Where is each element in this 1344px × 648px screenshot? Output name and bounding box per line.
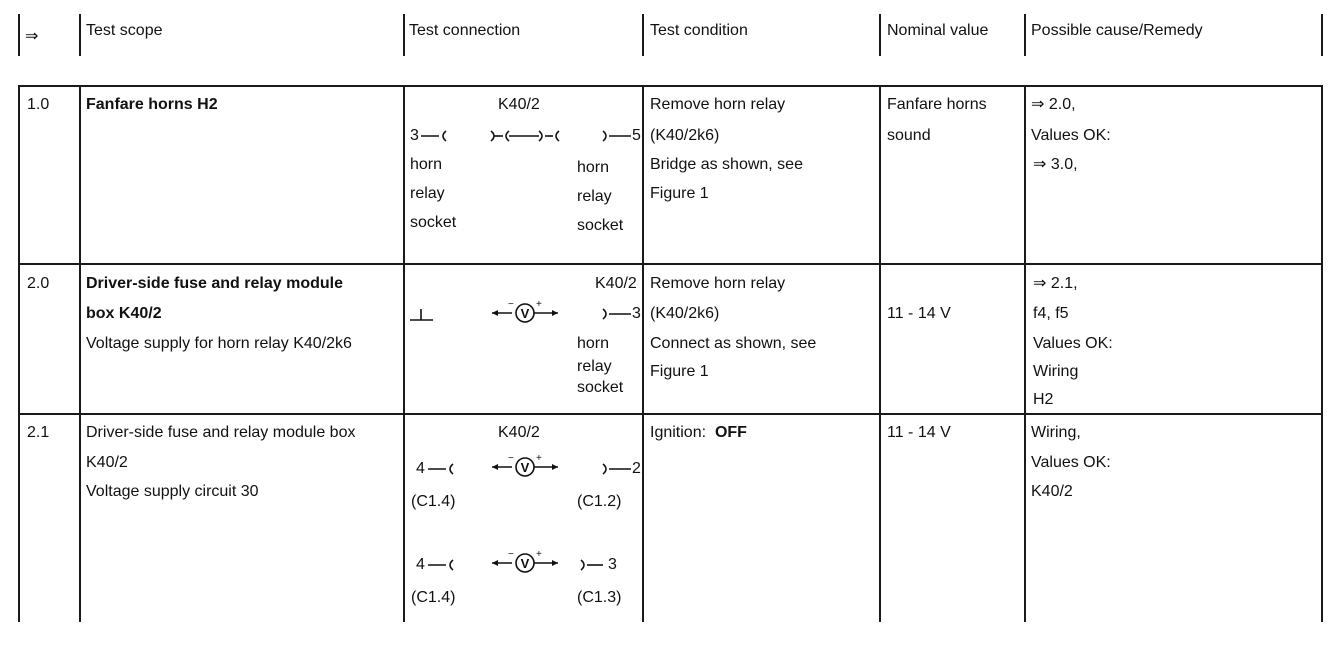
row-divider-1 — [18, 263, 1323, 265]
condition-line-4: Figure 1 — [650, 363, 709, 380]
a-right-desc: (C1.2) — [577, 493, 622, 510]
connection-label: K40/2 — [595, 275, 637, 292]
left-pin: 3 — [410, 127, 419, 144]
header-divider-5 — [1024, 14, 1026, 56]
condition-line-1: Remove horn relay — [650, 275, 786, 292]
test-scope-line-1: Driver-side fuse and relay module box — [86, 424, 356, 441]
header-border-right — [1321, 14, 1323, 56]
a-left-pin: 4 — [416, 460, 425, 477]
left-desc-3: socket — [410, 214, 457, 231]
body-border-right — [1321, 85, 1323, 622]
ground-icon — [409, 306, 435, 322]
svg-text:−: − — [508, 299, 514, 310]
left-desc-1: horn — [410, 156, 443, 173]
svg-text:+: + — [536, 549, 542, 560]
condition-line — [650, 423, 747, 443]
remedy-line-1: ⇒ 2.1, — [1033, 275, 1078, 292]
right-desc-2: relay — [577, 358, 612, 375]
header-arrow: ⇒ — [25, 28, 39, 45]
test-scope-line-3: Voltage supply circuit 30 — [86, 483, 259, 500]
voltmeter-label: V — [520, 556, 530, 571]
header-test-condition: Test condition — [650, 22, 748, 39]
remedy-line-2: f4, f5 — [1033, 305, 1069, 322]
socket-right-icon — [577, 557, 611, 573]
header-border-left — [18, 14, 20, 56]
b-right-pin: 3 — [608, 556, 617, 573]
header-divider-3 — [642, 14, 644, 56]
voltmeter-icon — [490, 453, 560, 479]
header-divider-4 — [879, 14, 881, 56]
test-scope-text: Voltage supply for horn relay K40/2k6 — [86, 335, 352, 352]
row-divider-2 — [18, 413, 1323, 415]
condition-prefix: Ignition: — [650, 424, 707, 441]
socket-right-icon — [599, 128, 633, 144]
header-nominal-value: Nominal value — [887, 22, 989, 39]
remedy-line-3: ⇒ 3.0, — [1033, 156, 1078, 173]
remedy-line-2: Values OK: — [1031, 454, 1111, 471]
connection-label: K40/2 — [498, 96, 540, 113]
test-scope-title-1: Driver-side fuse and relay module — [86, 275, 343, 292]
b-left-pin: 4 — [416, 556, 425, 573]
header-divider-1 — [79, 14, 81, 56]
test-scope-title-2: box K40/2 — [86, 305, 162, 322]
socket-left-icon — [421, 128, 451, 144]
body-divider-2 — [403, 85, 405, 622]
remedy-line-1: ⇒ 2.0, — [1031, 96, 1076, 113]
a-right-pin: 2 — [632, 460, 641, 477]
right-desc-1: horn — [577, 335, 610, 352]
nominal-line-2: sound — [887, 127, 931, 144]
bridge-icon — [489, 128, 561, 144]
socket-right-icon — [599, 306, 633, 322]
right-pin: 5 — [632, 127, 641, 144]
voltmeter-icon — [490, 299, 560, 325]
right-desc-3: socket — [577, 217, 624, 234]
right-desc-2: relay — [577, 188, 612, 205]
test-scope-line-2: K40/2 — [86, 454, 128, 471]
right-pin: 3 — [632, 305, 641, 322]
a-left-desc: (C1.4) — [411, 493, 456, 510]
voltmeter-label: V — [520, 460, 530, 475]
remedy-line-5: H2 — [1033, 391, 1054, 408]
condition-line-1: Remove horn relay — [650, 96, 786, 113]
svg-text:−: − — [508, 549, 514, 560]
svg-text:−: − — [508, 453, 514, 464]
socket-left-icon — [428, 557, 458, 573]
table-top-border — [18, 85, 1323, 87]
voltmeter-icon — [490, 549, 560, 575]
condition-line-3: Connect as shown, see — [650, 335, 817, 352]
b-right-desc: (C1.3) — [577, 589, 622, 606]
header-test-scope: Test scope — [86, 22, 163, 39]
body-border-left — [18, 85, 20, 622]
svg-text:+: + — [536, 299, 542, 310]
remedy-line-3: K40/2 — [1031, 483, 1073, 500]
left-desc-2: relay — [410, 185, 445, 202]
body-divider-5 — [1024, 85, 1026, 622]
condition-line-2: (K40/2k6) — [650, 127, 720, 144]
right-desc-3: socket — [577, 379, 624, 396]
connection-label: K40/2 — [498, 424, 540, 441]
nominal-value: 11 - 14 V — [887, 424, 951, 441]
right-desc-1: horn — [577, 159, 610, 176]
step-number: 1.0 — [27, 96, 50, 113]
header-cause-remedy: Possible cause/Remedy — [1031, 22, 1203, 39]
b-left-desc: (C1.4) — [411, 589, 456, 606]
condition-line-3: Bridge as shown, see — [650, 156, 803, 173]
step-number: 2.1 — [27, 424, 50, 441]
header-test-connection: Test connection — [409, 22, 521, 39]
socket-left-icon — [428, 461, 458, 477]
header-divider-2 — [403, 14, 405, 56]
svg-text:+: + — [536, 453, 542, 464]
remedy-line-4: Wiring — [1033, 363, 1079, 380]
remedy-line-2: Values OK: — [1031, 127, 1111, 144]
test-scope-title: Fanfare horns H2 — [86, 96, 218, 113]
condition-line-4: Figure 1 — [650, 185, 709, 202]
condition-value: OFF — [714, 424, 747, 441]
body-divider-1 — [79, 85, 81, 622]
remedy-line-1: Wiring, — [1031, 424, 1081, 441]
voltmeter-label: V — [520, 306, 530, 321]
body-divider-3 — [642, 85, 644, 622]
nominal-value: 11 - 14 V — [887, 305, 951, 322]
socket-right-icon — [599, 461, 633, 477]
nominal-line-1: Fanfare horns — [887, 96, 987, 113]
body-divider-4 — [879, 85, 881, 622]
remedy-line-3: Values OK: — [1033, 335, 1113, 352]
step-number: 2.0 — [27, 275, 50, 292]
condition-line-2: (K40/2k6) — [650, 305, 720, 322]
